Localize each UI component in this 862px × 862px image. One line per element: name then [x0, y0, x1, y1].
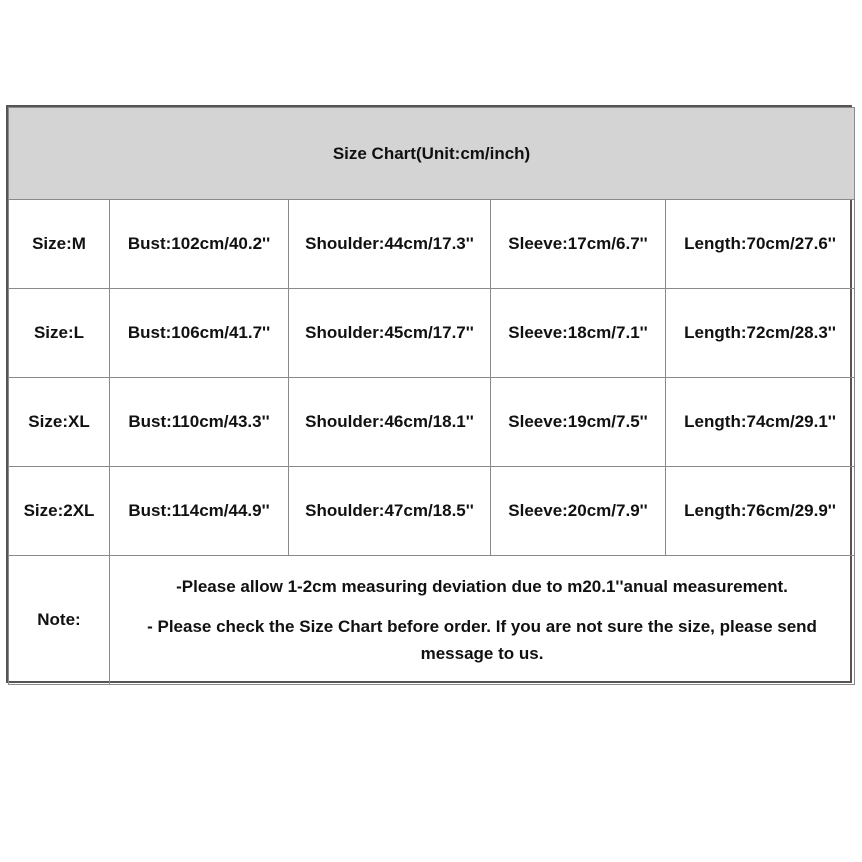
table-row — [9, 200, 855, 289]
note-line-2: - Please check the Size Chart before order. If you are not sure the size, please send message to us. — [147, 617, 817, 663]
sleeve-cell: Sleeve:17cm/6.7'' — [491, 200, 666, 289]
note-line-1: -Please allow 1-2cm measuring deviation due to m20.1''anual measurement. — [176, 577, 788, 596]
bust-cell: Bust:114cm/44.9'' — [110, 467, 289, 556]
size-chart — [6, 105, 852, 683]
size-cell: Size:M — [9, 200, 110, 289]
shoulder-cell: Shoulder:45cm/17.7'' — [289, 289, 491, 378]
note-row — [9, 556, 855, 685]
size-cell: Size:L — [9, 289, 110, 378]
shoulder-cell: Shoulder:47cm/18.5'' — [289, 467, 491, 556]
sleeve-cell: Sleeve:19cm/7.5'' — [491, 378, 666, 467]
size-cell: Size:XL — [9, 378, 110, 467]
table-row — [9, 378, 855, 467]
shoulder-cell: Shoulder:46cm/18.1'' — [289, 378, 491, 467]
bust-cell: Bust:110cm/43.3'' — [110, 378, 289, 467]
shoulder-cell: Shoulder:44cm/17.3'' — [289, 200, 491, 289]
bust-cell: Bust:102cm/40.2'' — [110, 200, 289, 289]
note-label: Note: — [9, 556, 110, 685]
note-text — [110, 556, 855, 685]
header-row — [9, 108, 855, 200]
size-chart-table — [8, 107, 855, 685]
size-cell: Size:2XL — [9, 467, 110, 556]
sleeve-cell: Sleeve:18cm/7.1'' — [491, 289, 666, 378]
length-cell: Length:74cm/29.1'' — [666, 378, 855, 467]
sleeve-cell: Sleeve:20cm/7.9'' — [491, 467, 666, 556]
length-cell: Length:72cm/28.3'' — [666, 289, 855, 378]
chart-title: Size Chart(Unit:cm/inch) — [9, 108, 855, 200]
length-cell: Length:76cm/29.9'' — [666, 467, 855, 556]
bust-cell: Bust:106cm/41.7'' — [110, 289, 289, 378]
length-cell: Length:70cm/27.6'' — [666, 200, 855, 289]
table-row — [9, 467, 855, 556]
table-row — [9, 289, 855, 378]
